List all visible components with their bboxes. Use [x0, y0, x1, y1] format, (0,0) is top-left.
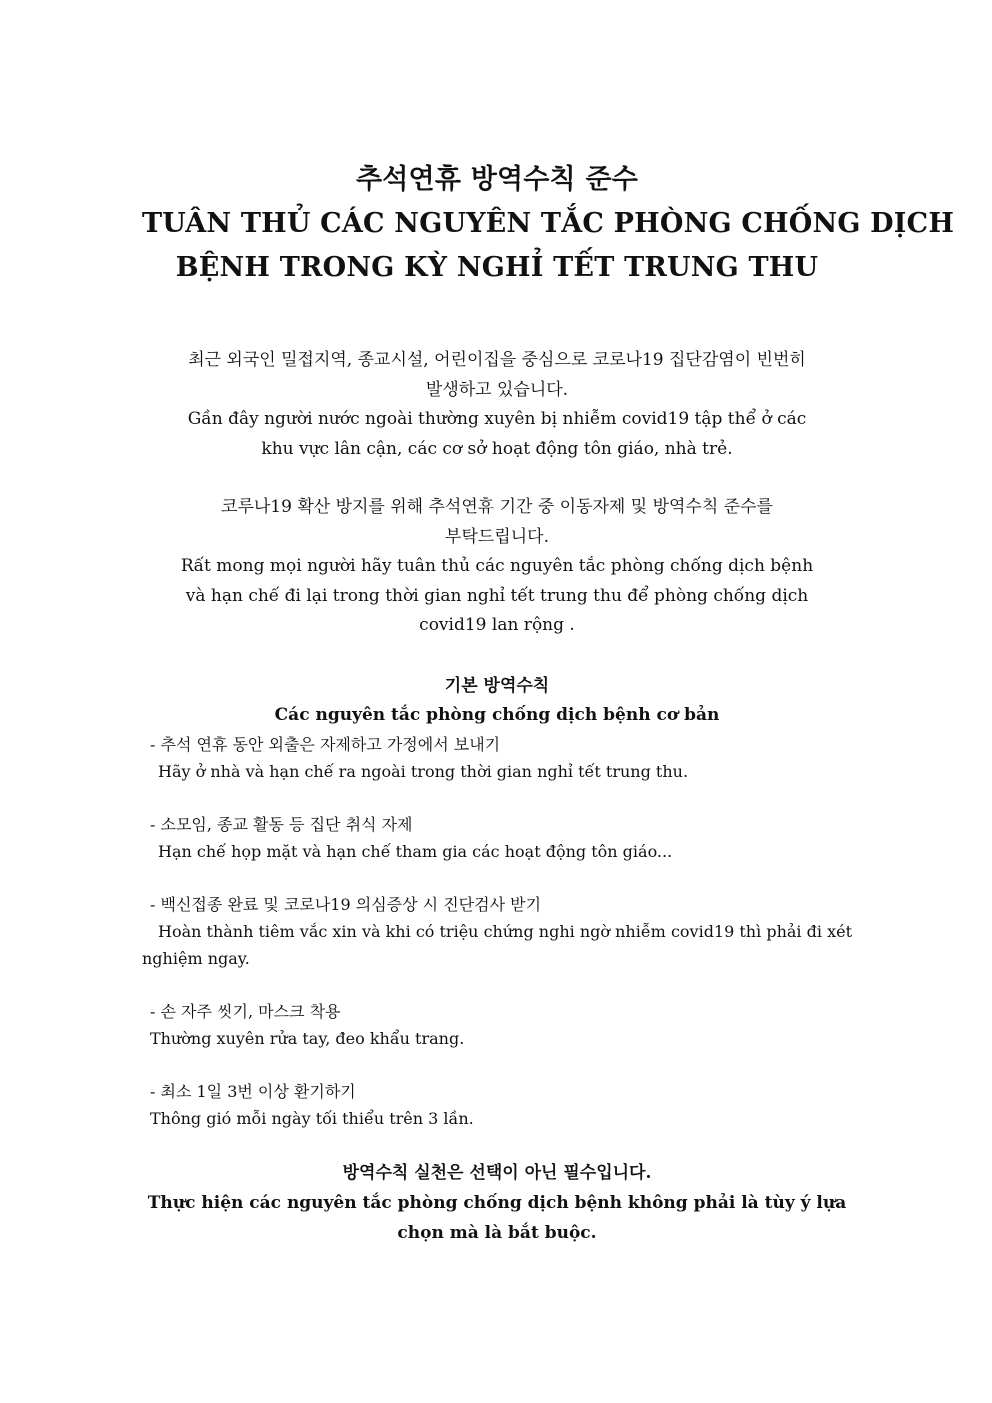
- intro-section: [142, 346, 852, 641]
- rule-item: [142, 731, 852, 785]
- rule-item: [142, 1078, 852, 1132]
- title-vietnamese-line-1: TUÂN THỦ CÁC NGUYÊN TẮC PHÒNG CHỐNG DỊCH: [142, 208, 955, 239]
- intro-p1-korean-line-2: 발생하고 있습니다.: [425, 379, 569, 400]
- basic-rules-heading-korean: 기본 방역수칙: [444, 675, 550, 696]
- rule-korean: - 손 자주 씻기, 마스크 착용: [150, 1001, 341, 1021]
- rule-vietnamese: Hạn chế họp mặt và hạn chế tham gia các hoạt động tôn giáo...: [158, 841, 673, 861]
- rule-vietnamese: Thường xuyên rửa tay, đeo khẩu trang.: [150, 1028, 465, 1048]
- intro-p1-vietnamese-line-2: khu vực lân cận, các cơ sở hoạt động tôn giáo, nhà trẻ.: [261, 438, 733, 459]
- paragraph-gap: [142, 464, 852, 493]
- intro-p1-vietnamese-line-1: Gần đây người nước ngoài thường xuyên bị nhiễm covid19 tập thể ở các: [187, 409, 807, 429]
- intro-p2-korean-line-1: 코루나19 확산 방지를 위해 추석연휴 기간 중 이동자제 및 방역수칙 준수를: [221, 497, 773, 517]
- basic-rules-section: [142, 672, 852, 1132]
- intro-p2-vietnamese-line-3: covid19 lan rộng .: [419, 615, 575, 635]
- rule-vietnamese: Hoàn thành tiêm vắc xin và khi có triệu chứng nghi ngờ nhiễm covid19 thì phải đi xét nghiệm ngay.: [142, 921, 852, 968]
- basic-rules-heading-vietnamese: Các nguyên tắc phòng chống dịch bệnh cơ bản: [274, 704, 720, 725]
- closing-vietnamese-line-1: Thực hiện các nguyên tắc phòng chống dịch bệnh không phải là tùy ý lựa: [147, 1192, 847, 1213]
- rule-korean: - 최소 1일 3번 이상 환기하기: [150, 1081, 356, 1101]
- document-page: [142, 158, 955, 1248]
- rule-vietnamese: Thông gió mỗi ngày tối thiểu trên 3 lần.: [150, 1108, 474, 1128]
- intro-p1-korean-line-1: 최근 외국인 밀접지역, 종교시설, 어린이집을 중심으로 코로나19 집단감염이 빈번히: [188, 350, 806, 370]
- rule-item: [142, 811, 852, 865]
- closing-vietnamese-line-2: chọn mà là bắt buộc.: [397, 1222, 597, 1243]
- title-korean: 추석연휴 방역수칙 준수: [355, 164, 639, 195]
- rule-vietnamese: Hãy ở nhà và hạn chế ra ngoài trong thời gian nghỉ tết trung thu.: [158, 761, 689, 781]
- intro-p2-vietnamese-line-2: và hạn chế đi lại trong thời gian nghỉ tết trung thu để phòng chống dịch: [185, 585, 809, 606]
- closing-korean: 방역수칙 실천은 선택이 아닌 필수입니다.: [342, 1162, 652, 1183]
- title-vietnamese-line-2: BỆNH TRONG KỲ NGHỈ TẾT TRUNG THU: [175, 252, 819, 283]
- rule-korean: - 추석 연휴 동안 외출은 자제하고 가정에서 보내기: [150, 734, 501, 754]
- rule-korean: - 백신접종 완료 및 코로나19 의심증상 시 진단검사 받기: [150, 894, 542, 914]
- rules-list: [142, 731, 852, 1132]
- rule-item: [142, 998, 852, 1052]
- intro-p2-vietnamese-line-1: Rất mong mọi người hãy tuân thủ các nguyên tắc phòng chống dịch bệnh: [180, 556, 814, 576]
- rule-korean: - 소모임, 종교 활동 등 집단 취식 자제: [150, 814, 413, 834]
- rule-item: [142, 891, 852, 972]
- intro-p2-korean-line-2: 부탁드립니다.: [445, 526, 549, 547]
- document-title: [142, 158, 955, 290]
- closing-section: [142, 1158, 852, 1248]
